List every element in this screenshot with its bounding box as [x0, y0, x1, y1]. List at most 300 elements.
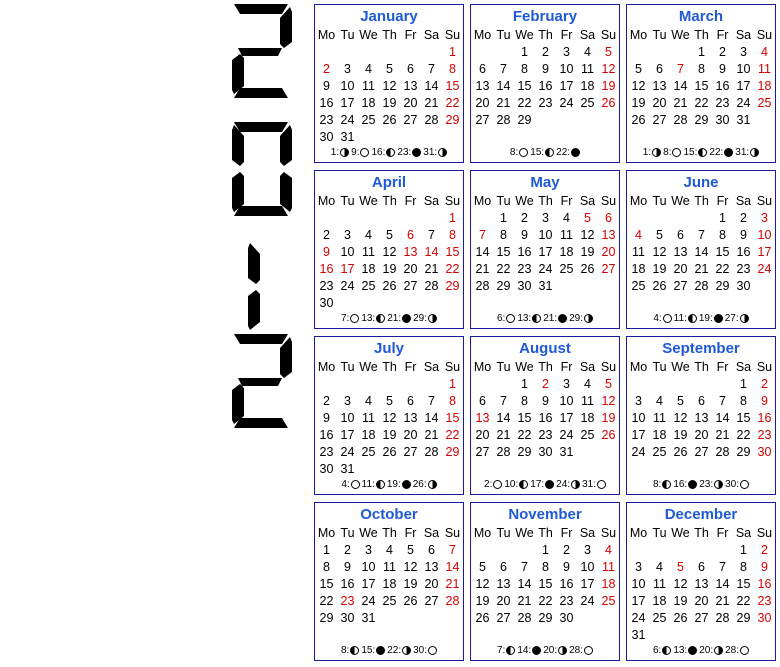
- empty-cell: [379, 209, 400, 226]
- moon-phase-entry: [504, 479, 528, 490]
- moon-phase-date: 8:: [340, 644, 350, 656]
- moon-phase-date: 31:: [423, 146, 438, 158]
- day-cell: 7: [428, 227, 435, 242]
- weekday-header: Mo: [473, 525, 492, 540]
- weekday-header: Th: [694, 525, 709, 540]
- day-cell: 26: [580, 261, 595, 276]
- day-cell: 15: [445, 78, 460, 93]
- digit-2: [232, 334, 292, 428]
- day-cell: 25: [559, 261, 574, 276]
- day-cell: 20: [403, 261, 418, 276]
- month-title: November: [508, 506, 582, 523]
- day-cell: 11: [602, 559, 615, 574]
- day-cell: 23: [538, 95, 553, 110]
- month-title: August: [519, 340, 571, 357]
- day-cell: 14: [496, 410, 511, 425]
- weekday-header: Su: [756, 525, 773, 540]
- day-cell: 28: [715, 610, 730, 625]
- day-cell: 28: [424, 444, 439, 459]
- day-cell: 16: [340, 576, 355, 591]
- moon-phase-date: 16:: [673, 478, 688, 490]
- month-title: April: [371, 174, 407, 191]
- day-cell: 30: [319, 461, 334, 476]
- moon-full-icon: [506, 314, 515, 323]
- day-cell: 9: [323, 78, 330, 93]
- month-february: [470, 4, 620, 163]
- day-cell: 24: [559, 427, 574, 442]
- day-cell: 1: [323, 542, 330, 557]
- weekday-header: We: [515, 359, 534, 374]
- day-cell: 4: [563, 210, 570, 225]
- day-cell: 21: [424, 261, 439, 276]
- day-cell: 30: [757, 444, 772, 459]
- moon-phase-date: 15:: [683, 146, 698, 158]
- month-october: [314, 502, 464, 661]
- day-cell: 28: [715, 444, 730, 459]
- day-cell: 10: [631, 576, 646, 591]
- moon-phases: [627, 147, 775, 158]
- day-cell: 21: [445, 576, 460, 591]
- weekday-header: Fr: [716, 27, 729, 42]
- moon-phase-entry: [673, 479, 697, 490]
- moon-phases: [315, 147, 463, 158]
- day-cell: 8: [449, 61, 456, 76]
- moon-phase-entry: [397, 147, 421, 158]
- empty-cell: [691, 541, 712, 558]
- moon-phase-entry: [423, 147, 447, 158]
- day-cell: 19: [580, 244, 595, 259]
- day-cell: 10: [340, 410, 355, 425]
- day-cell: 28: [673, 112, 688, 127]
- day-cell: 11: [632, 244, 645, 259]
- weekday-header: Sa: [423, 359, 440, 374]
- weekday-header: Mo: [473, 27, 492, 42]
- day-cell: 25: [631, 278, 646, 293]
- day-cell: 27: [601, 261, 616, 276]
- day-cell: 12: [652, 244, 667, 259]
- day-cell: 1: [740, 376, 747, 391]
- day-cell: 13: [673, 244, 688, 259]
- day-cell: 18: [559, 244, 574, 259]
- day-cell: 16: [319, 95, 334, 110]
- day-cell: 7: [719, 393, 726, 408]
- weekday-header: Tu: [652, 27, 667, 42]
- moon-phase-entry: [653, 313, 671, 324]
- moon-full-icon: [740, 480, 749, 489]
- moon-phase-entry: [413, 313, 437, 324]
- weekday-header: Mo: [317, 525, 336, 540]
- day-cell: 3: [761, 210, 768, 225]
- moon-phase-date: 8:: [652, 478, 662, 490]
- day-grid: [316, 524, 463, 626]
- moon-phase-date: 2:: [484, 478, 493, 490]
- day-cell: 2: [740, 210, 747, 225]
- moon-new-icon: [714, 314, 723, 323]
- moon-phase-date: 6:: [496, 312, 506, 324]
- day-cell: 14: [424, 244, 439, 259]
- weekday-header: Fr: [404, 359, 417, 374]
- day-cell: 29: [319, 610, 334, 625]
- day-cell: 29: [736, 610, 751, 625]
- day-cell: 30: [319, 129, 334, 144]
- day-cell: 18: [601, 576, 616, 591]
- moon-phase-date: 22:: [556, 146, 571, 158]
- weekday-header: Th: [694, 193, 709, 208]
- moon-phase-entry: [643, 147, 661, 158]
- day-cell: 25: [580, 95, 595, 110]
- day-cell: 8: [740, 559, 747, 574]
- moon-phase-date: 24:: [556, 478, 571, 490]
- day-cell: 18: [580, 410, 595, 425]
- day-cell: 8: [542, 559, 549, 574]
- day-cell: 16: [715, 78, 730, 93]
- day-cell: 10: [559, 393, 574, 408]
- day-cell: 23: [715, 95, 730, 110]
- empty-cell: [316, 375, 337, 392]
- day-cell: 26: [673, 444, 688, 459]
- moon-phase-entry: [699, 479, 723, 490]
- day-cell: 27: [403, 444, 418, 459]
- day-cell: 16: [736, 244, 751, 259]
- day-cell: 13: [601, 227, 616, 242]
- empty-cell: [472, 43, 493, 60]
- moon-phase-entry: [341, 645, 359, 656]
- weekday-header: Fr: [404, 27, 417, 42]
- moon-full-icon: [493, 480, 502, 489]
- day-cell: 19: [403, 576, 418, 591]
- day-cell: 14: [517, 576, 532, 591]
- day-cell: 6: [698, 393, 705, 408]
- day-cell: 22: [445, 261, 460, 276]
- day-cell: 25: [757, 95, 772, 110]
- day-cell: 26: [382, 278, 397, 293]
- moon-phases: [315, 479, 463, 490]
- day-cell: 11: [362, 78, 375, 93]
- day-cell: 6: [500, 559, 507, 574]
- day-cell: 21: [496, 95, 511, 110]
- day-cell: 5: [407, 542, 414, 557]
- moon-last-icon: [662, 480, 671, 489]
- month-title: December: [664, 506, 738, 523]
- day-cell: 24: [559, 95, 574, 110]
- moon-phase-entry: [674, 313, 697, 324]
- moon-phase-date: 26:: [412, 478, 427, 490]
- day-cell: 5: [677, 393, 684, 408]
- day-cell: 29: [445, 278, 460, 293]
- day-cell: 8: [500, 227, 507, 242]
- day-cell: 26: [652, 278, 667, 293]
- moon-phase-date: 20:: [699, 644, 714, 656]
- day-cell: 19: [382, 261, 397, 276]
- empty-cell: [493, 541, 514, 558]
- day-cell: 7: [521, 559, 528, 574]
- weekday-header: We: [515, 193, 534, 208]
- day-cell: 24: [340, 444, 355, 459]
- day-grid: [472, 26, 619, 128]
- day-cell: 7: [500, 61, 507, 76]
- day-cell: 7: [428, 393, 435, 408]
- day-cell: 14: [424, 78, 439, 93]
- empty-cell: [400, 209, 421, 226]
- moon-phase-entry: [510, 147, 528, 158]
- day-cell: 3: [563, 44, 570, 59]
- day-cell: 15: [736, 410, 751, 425]
- day-cell: 17: [340, 427, 355, 442]
- moon-phase-entry: [497, 313, 515, 324]
- day-cell: 11: [653, 410, 666, 425]
- moon-phase-entry: [556, 479, 580, 490]
- day-cell: 30: [340, 610, 355, 625]
- day-cell: 21: [517, 593, 532, 608]
- day-cell: 28: [424, 278, 439, 293]
- day-cell: 25: [361, 112, 376, 127]
- weekday-header: Fr: [716, 193, 729, 208]
- moon-phase-date: 30:: [413, 644, 428, 656]
- day-cell: 8: [719, 227, 726, 242]
- empty-cell: [628, 209, 649, 226]
- moon-phases: [627, 313, 775, 324]
- day-cell: 8: [521, 61, 528, 76]
- moon-phase-date: 8:: [509, 146, 519, 158]
- moon-last-icon: [688, 314, 697, 323]
- day-cell: 21: [694, 261, 709, 276]
- day-cell: 26: [601, 95, 616, 110]
- day-cell: 11: [362, 410, 375, 425]
- empty-cell: [472, 375, 493, 392]
- day-cell: 7: [500, 393, 507, 408]
- day-cell: 21: [475, 261, 490, 276]
- day-cell: 20: [652, 95, 667, 110]
- day-cell: 19: [382, 95, 397, 110]
- empty-cell: [358, 209, 379, 226]
- empty-cell: [358, 43, 379, 60]
- weekday-header: Su: [600, 193, 617, 208]
- moon-phase-date: 16:: [371, 146, 386, 158]
- day-cell: 31: [559, 444, 574, 459]
- day-cell: 4: [584, 376, 591, 391]
- day-cell: 13: [652, 78, 667, 93]
- day-cell: 16: [538, 410, 553, 425]
- moon-first-icon: [558, 646, 567, 655]
- month-july: [314, 336, 464, 495]
- moon-phase-date: 21:: [543, 312, 558, 324]
- day-cell: 23: [757, 593, 772, 608]
- day-cell: 14: [424, 410, 439, 425]
- day-cell: 17: [559, 78, 574, 93]
- day-cell: 27: [673, 278, 688, 293]
- day-cell: 19: [673, 593, 688, 608]
- moon-new-icon: [724, 148, 733, 157]
- day-cell: 2: [563, 542, 570, 557]
- moon-phase-entry: [387, 479, 411, 490]
- moon-phase-date: 4:: [653, 312, 662, 324]
- empty-cell: [421, 209, 442, 226]
- moon-phase-date: 14:: [517, 644, 532, 656]
- empty-cell: [337, 43, 358, 60]
- day-cell: 28: [496, 112, 511, 127]
- moon-last-icon: [506, 646, 515, 655]
- moon-phase-date: 28:: [569, 644, 584, 656]
- day-cell: 18: [361, 261, 376, 276]
- weekday-header: We: [671, 27, 690, 42]
- weekday-header: Th: [382, 193, 397, 208]
- empty-cell: [670, 541, 691, 558]
- moon-full-icon: [428, 646, 437, 655]
- day-cell: 13: [403, 410, 418, 425]
- weekday-header: Su: [600, 525, 617, 540]
- empty-cell: [316, 43, 337, 60]
- day-cell: 26: [631, 112, 646, 127]
- weekday-header: Mo: [629, 193, 648, 208]
- moon-phase-date: 19:: [386, 478, 401, 490]
- weekday-header: We: [515, 27, 534, 42]
- day-cell: 16: [319, 427, 334, 442]
- day-cell: 15: [517, 410, 532, 425]
- day-cell: 23: [757, 427, 772, 442]
- day-cell: 5: [677, 559, 684, 574]
- moon-phase-date: 9:: [351, 146, 360, 158]
- weekday-header: Th: [694, 359, 709, 374]
- day-cell: 23: [319, 278, 334, 293]
- day-cell: 2: [323, 227, 330, 242]
- day-cell: 15: [538, 576, 553, 591]
- day-cell: 30: [757, 610, 772, 625]
- day-cell: 4: [386, 542, 393, 557]
- day-cell: 10: [559, 61, 574, 76]
- month-title: January: [360, 8, 418, 25]
- day-cell: 28: [424, 112, 439, 127]
- day-cell: 11: [383, 559, 396, 574]
- day-cell: 2: [344, 542, 351, 557]
- day-cell: 29: [496, 278, 511, 293]
- day-cell: 10: [631, 410, 646, 425]
- empty-cell: [421, 43, 442, 60]
- moon-first-icon: [740, 314, 749, 323]
- day-cell: 1: [698, 44, 705, 59]
- day-cell: 12: [382, 410, 397, 425]
- weekday-header: Th: [382, 525, 397, 540]
- day-cell: 15: [517, 78, 532, 93]
- moon-last-icon: [662, 646, 671, 655]
- day-cell: 23: [559, 593, 574, 608]
- day-cell: 12: [631, 78, 646, 93]
- year-2012-display: [222, 4, 300, 434]
- moon-full-icon: [663, 314, 672, 323]
- day-cell: 15: [736, 576, 751, 591]
- weekday-header: Mo: [629, 525, 648, 540]
- moon-full-icon: [360, 148, 369, 157]
- day-cell: 25: [652, 610, 667, 625]
- day-cell: 26: [475, 610, 490, 625]
- day-cell: 1: [542, 542, 549, 557]
- weekday-header: Su: [756, 193, 773, 208]
- moon-phase-entry: [361, 645, 385, 656]
- day-cell: 1: [449, 44, 456, 59]
- weekday-header: Tu: [340, 27, 355, 42]
- month-june: [626, 170, 776, 329]
- weekday-header: Fr: [560, 359, 573, 374]
- moon-phase-date: 11:: [673, 312, 687, 324]
- day-cell: 19: [673, 427, 688, 442]
- moon-phase-entry: [387, 313, 411, 324]
- weekday-header: Mo: [473, 359, 492, 374]
- day-cell: 6: [407, 61, 414, 76]
- weekday-header: Th: [538, 193, 553, 208]
- day-cell: 28: [517, 610, 532, 625]
- moon-new-icon: [412, 148, 421, 157]
- month-september: [626, 336, 776, 495]
- weekday-header: Tu: [652, 359, 667, 374]
- moon-first-icon: [750, 148, 759, 157]
- day-cell: 25: [361, 444, 376, 459]
- day-grid: [628, 524, 775, 643]
- empty-cell: [493, 43, 514, 60]
- month-title: May: [530, 174, 560, 191]
- empty-cell: [628, 541, 649, 558]
- day-cell: 11: [581, 61, 594, 76]
- moon-phase-entry: [517, 313, 541, 324]
- moon-phase-date: 31:: [735, 146, 750, 158]
- moon-new-icon: [545, 480, 554, 489]
- day-cell: 25: [652, 444, 667, 459]
- empty-cell: [712, 541, 733, 558]
- day-cell: 2: [719, 44, 726, 59]
- moon-phase-date: 7:: [340, 312, 350, 324]
- moon-phase-entry: [735, 147, 759, 158]
- weekday-header: Sa: [735, 525, 752, 540]
- moon-last-icon: [376, 480, 385, 489]
- weekday-header: Sa: [579, 525, 596, 540]
- day-cell: 3: [635, 393, 642, 408]
- digit-1: [248, 243, 260, 330]
- weekday-header: Sa: [579, 359, 596, 374]
- moon-phase-entry: [673, 645, 697, 656]
- day-cell: 10: [580, 559, 595, 574]
- day-cell: 29: [538, 610, 553, 625]
- moon-phase-date: 13:: [517, 312, 532, 324]
- moon-phase-date: 20:: [543, 644, 558, 656]
- day-cell: 13: [424, 559, 439, 574]
- day-cell: 23: [538, 427, 553, 442]
- moon-phase-entry: [556, 147, 580, 158]
- moon-phase-entry: [497, 645, 515, 656]
- day-grid: [472, 192, 619, 294]
- day-cell: 23: [319, 112, 334, 127]
- weekday-header: Mo: [629, 27, 648, 42]
- day-cell: 9: [761, 393, 768, 408]
- day-cell: 24: [631, 610, 646, 625]
- day-cell: 30: [736, 278, 751, 293]
- day-cell: 26: [403, 593, 418, 608]
- weekday-header: We: [359, 27, 378, 42]
- day-cell: 12: [475, 576, 490, 591]
- moon-phases: [627, 479, 775, 490]
- day-cell: 30: [319, 295, 334, 310]
- weekday-header: Th: [538, 27, 553, 42]
- day-cell: 21: [673, 95, 688, 110]
- day-grid: [628, 192, 775, 294]
- moon-new-icon: [402, 480, 411, 489]
- moon-new-icon: [532, 646, 541, 655]
- day-cell: 9: [521, 227, 528, 242]
- weekday-header: Th: [694, 27, 709, 42]
- day-cell: 6: [656, 61, 663, 76]
- moon-new-icon: [688, 646, 697, 655]
- day-cell: 27: [475, 444, 490, 459]
- moon-phase-date: 22:: [709, 146, 724, 158]
- empty-cell: [514, 541, 535, 558]
- day-cell: 2: [542, 376, 549, 391]
